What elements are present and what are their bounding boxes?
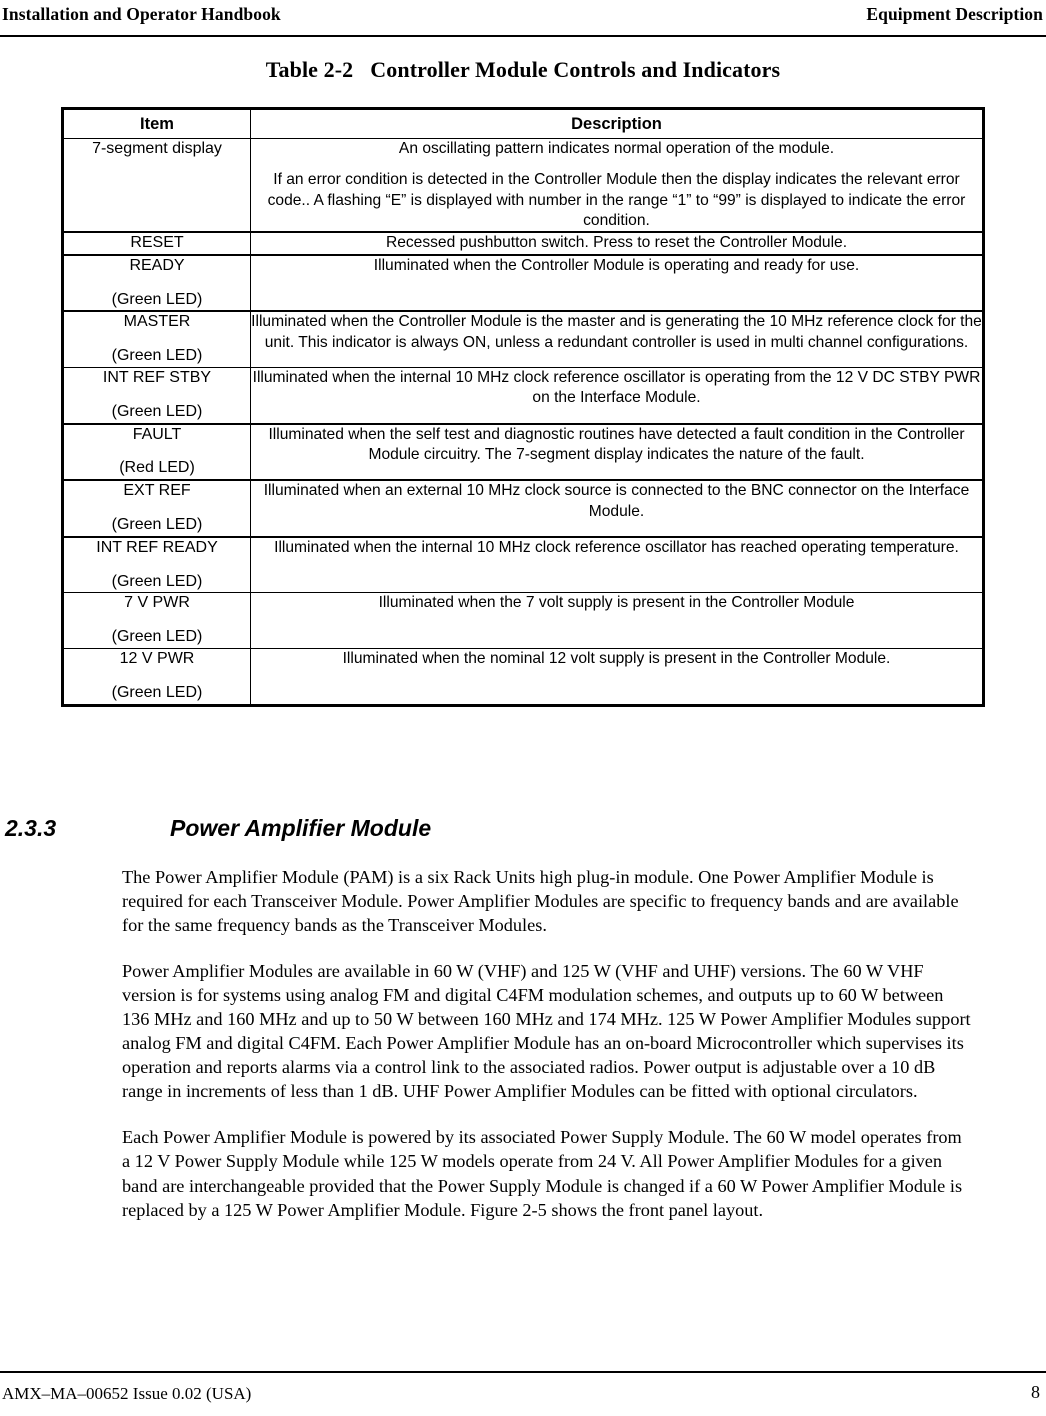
table-row [64, 232, 983, 255]
controls-indicators-table [63, 109, 983, 705]
description-paragraph: Illuminated when the Controller Module is operating and ready for use. [373, 256, 860, 274]
description-paragraph: Recessed pushbutton switch. Press to reset the Controller Module. [385, 234, 848, 252]
table-row [64, 424, 983, 481]
table-cell-description [251, 649, 983, 705]
table-cell-item [64, 593, 251, 649]
item-label: INT REF STBY [102, 369, 212, 387]
table-cell-description [251, 537, 983, 593]
controls-indicators-table-wrapper [63, 109, 982, 705]
item-led-type: (Green LED) [111, 572, 203, 590]
item-label: RESET [130, 234, 184, 252]
table-row [64, 311, 983, 367]
item-led-type: (Green LED) [111, 347, 203, 365]
body-paragraph: Each Power Amplifier Module is powered by its associated Power Supply Module. The 60 W model operates from a 12 V Power Supply Module while 125 W models operate from 24 V. All Power Amplifier Modules for a given band are interchangeable provided that the Power Supply Module is changed if a 60 W Power Amplifier Module is replaced by a 125 W Power Amplifier Module. Figure 2-5 shows the front panel layout. [122, 1127, 963, 1220]
table-row [64, 480, 983, 537]
item-label: 7-segment display [92, 140, 222, 157]
footer-rule [0, 1371, 1046, 1373]
body-paragraph: The Power Amplifier Module (PAM) is a six Rack Units high plug-in module. One Power Amplifier Module is required for each Transceiver Module. Power Amplifier Modules are specific to frequency bands and are available for the same frequency bands as the Transceiver Modules. [122, 867, 959, 936]
description-paragraph: Illuminated when an external 10 MHz clock source is connected to the BNC connector on the Interface Module. [263, 482, 970, 520]
table-caption-number: Table 2-2 [265, 57, 354, 82]
footer-page-number: 8 [1031, 1382, 1040, 1402]
description-paragraph: Illuminated when the 7 volt supply is present in the Controller Module [378, 594, 855, 612]
description-paragraph: Illuminated when the internal 10 MHz clock reference oscillator is operating from the 12 V DC STBY PWR on the Interface Module. [252, 369, 981, 407]
description-paragraph: If an error condition is detected in the Controller Module then the display indicates the relevant error code.. A flashing “E” is displayed with number in the range “1” to “99” is displayed to indicate the error condition. [267, 171, 966, 229]
table-row [64, 649, 983, 705]
column-header-item: Item [64, 110, 251, 139]
table-cell-item [64, 139, 251, 233]
page-footer [0, 1372, 1046, 1412]
table-cell-item [64, 424, 251, 481]
page-header [0, 4, 1046, 38]
table-cell-item [64, 368, 251, 424]
table-cell-description [251, 593, 983, 649]
item-label: MASTER [123, 313, 191, 331]
table-header-row [64, 110, 983, 139]
section-number: 2.3.3 [5, 815, 57, 841]
table-cell-item [64, 537, 251, 593]
table-cell-item [64, 311, 251, 367]
table-cell-item [64, 232, 251, 255]
item-label: FAULT [132, 425, 182, 443]
table-cell-description [251, 255, 983, 312]
header-left-title: Installation and Operator Handbook [2, 4, 281, 24]
table-caption-title: Controller Module Controls and Indicators [370, 57, 781, 82]
item-led-type: (Green LED) [111, 683, 203, 701]
section-heading [5, 815, 1005, 849]
description-paragraph: Illuminated when the nominal 12 volt supply is present in the Controller Module. [342, 650, 891, 668]
table-row [64, 537, 983, 593]
section-title: Power Amplifier Module [170, 815, 432, 841]
table-cell-item [64, 480, 251, 537]
table-cell-item [64, 649, 251, 705]
item-led-type: (Red LED) [119, 459, 195, 477]
table-cell-description [251, 139, 983, 233]
footer-document-id: AMX–MA–00652 Issue 0.02 (USA) [2, 1384, 252, 1403]
table-cell-description [251, 424, 983, 481]
table-cell-item [64, 255, 251, 312]
table-cell-description [251, 232, 983, 255]
section-body [122, 865, 972, 1222]
header-rule [0, 35, 1046, 37]
column-header-description: Description [251, 110, 983, 139]
table-cell-description [251, 368, 983, 424]
description-paragraph: Illuminated when the self test and diagnostic routines have detected a fault condition in the Controller Module circuitry. The 7-segment display indicates the nature of the fault. [268, 425, 965, 463]
description-paragraph: Illuminated when the Controller Module is the master and is generating the 10 MHz reference clock for the unit. This indicator is always ON, unless a redundant controller is used in multi channel configurations. [251, 313, 982, 351]
table-row [64, 593, 983, 649]
table-cell-description [251, 480, 983, 537]
table-row [64, 368, 983, 424]
item-label: INT REF READY [96, 538, 218, 556]
table-cell-description [251, 311, 983, 367]
table-caption [0, 57, 1046, 83]
table-row [64, 255, 983, 312]
item-led-type: (Green LED) [111, 402, 203, 420]
header-right-title: Equipment Description [866, 4, 1043, 24]
item-label: READY [129, 256, 185, 274]
body-paragraph: Power Amplifier Modules are available in 60 W (VHF) and 125 W (VHF and UHF) versions. The 60 W VHF version is for systems using analog FM and digital C4FM modulation schemes, and outputs up to 60 W between 136 MHz and 160 MHz and up to 50 W between 160 MHz and 174 MHz. 125 W Power Amplifier Modules support analog FM and digital C4FM. Each Power Amplifier Module has an on-board Microcontroller which supervises its operation and reports alarms via a control link to the associated radios. Power output is adjustable over a 10 dB range in increments of less than 1 dB. UHF Power Amplifier Modules can be fitted with optional circulators. [122, 961, 971, 1102]
item-led-type: (Green LED) [111, 290, 203, 308]
item-led-type: (Green LED) [111, 516, 203, 534]
item-label: EXT REF [123, 482, 191, 500]
item-led-type: (Green LED) [111, 628, 203, 646]
description-paragraph: An oscillating pattern indicates normal operation of the module. [398, 140, 835, 157]
table-row [64, 139, 983, 233]
item-label: 7 V PWR [124, 594, 190, 612]
description-paragraph: Illuminated when the internal 10 MHz clock reference oscillator has reached operating temperature. [274, 538, 959, 556]
item-label: 12 V PWR [119, 650, 195, 668]
